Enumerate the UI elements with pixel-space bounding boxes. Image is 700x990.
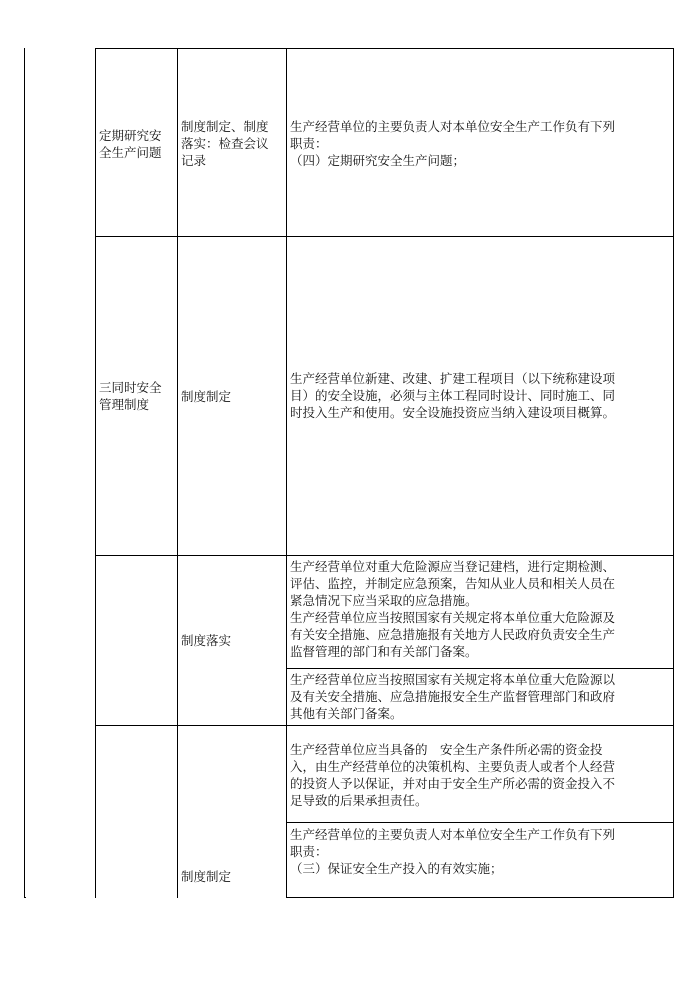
row4-basis-2: 生产经营单位的主要负责人对本单位安全生产工作负有下列 职责： （三）保证安全生产投入的有效实施； [290,827,616,876]
row2-item: 三同时安全 管理制度 [99,380,162,412]
row3-method: 制度落实 [181,633,232,648]
subrow-divider-3 [286,668,674,669]
bottom-line-left [24,897,26,898]
outer-left-border [24,48,25,898]
row4-basis-1: 生产经营单位应当具备的 安全生产条件所必需的资金投 入，由生产经营单位的决策机构、主要负责人或者个人经营 的投资人予以保证，并对由于安全生产所必需的资金投入不 足导致的后果承担责任。 [290,742,616,808]
basis-column-left-border [286,48,287,898]
row1-method: 制度制定、制度 落实：检查会议 记录 [181,119,269,168]
top-border [95,48,674,49]
row3-basis-2: 生产经营单位应当按照国家有关规定将本单位重大危险源以 及有关安全措施、应急措施报安全生产监督管理部门和政府 其他有关部门备案。 [290,672,616,721]
row2-method: 制度制定 [181,389,232,404]
row2-basis: 生产经营单位新建、改建、扩建工程项目（以下统称建设项 目）的安全设施，必须与主体工程同时设计、同时施工、同 时投入生产和使用。安全设施投资应当纳入建设项目概算。 [290,371,616,420]
row4-method: 制度制定 [181,869,232,884]
row3-basis-1: 生产经营单位对重大危险源应当登记建档，进行定期检测、 评估、监控，并制定应急预案，告知从业人员和相关人员在 紧急情况下应当采取的应急措施。 生产经营单位应当按照国家有关规定将本单位重大危险源及 有关安全措施、应急措施报有关地方人民政府负责安全生产 监督管理的部门和有关部门备案。 [290,559,616,659]
row-divider-2 [95,555,674,556]
row-divider-4 [95,725,674,726]
basis-column-right-border [673,48,674,898]
row1-basis: 生产经营单位的主要负责人对本单位安全生产工作负有下列 职责： （四）定期研究安全生产问题； [290,119,616,168]
bottom-line-right [286,897,674,898]
method-column-left-border [177,48,178,898]
subrow-divider-5 [286,822,674,823]
row1-item: 定期研究安 全生产问题 [99,128,162,160]
row-divider-1 [95,236,674,237]
item-column-left-border [95,48,96,898]
